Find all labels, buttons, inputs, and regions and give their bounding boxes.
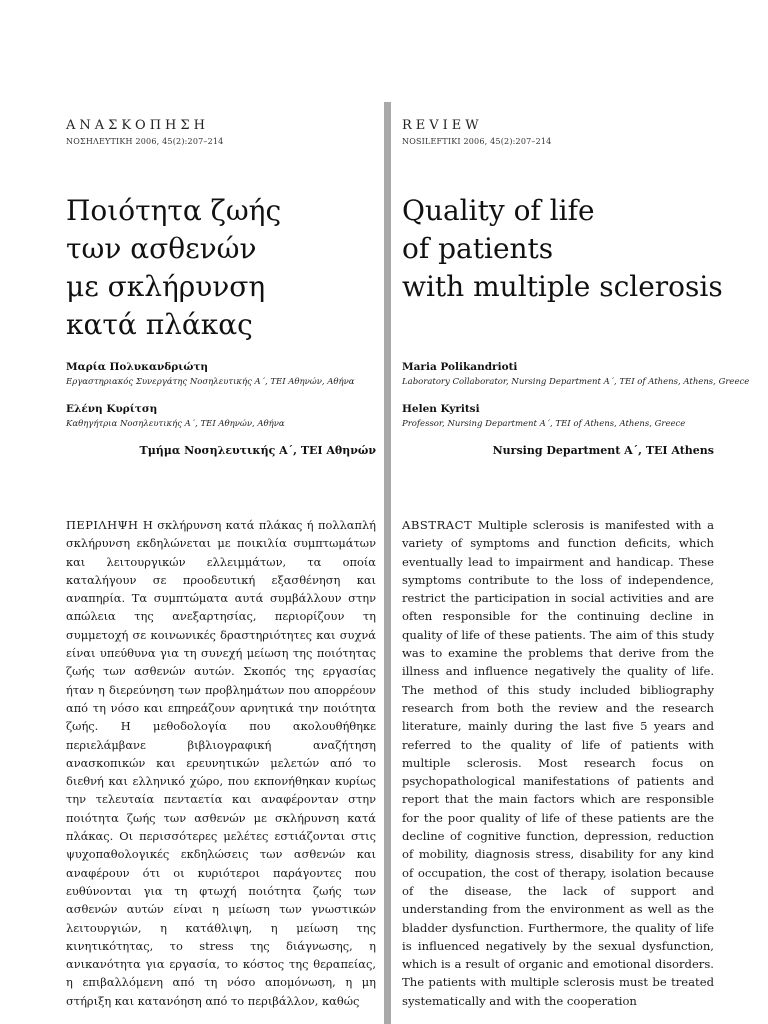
title-line: of patients [402, 232, 554, 265]
abstract-text: Multiple sclerosis is manifested with a variety of symptoms and function deficits, which eventually lead to impairment and handicap. These symptoms contribute to the loss of independence, restrict the participation in social activities and are often responsible for the continuing decline in quality of life of these patients. The aim of this study was to examine the problems that derive from the illness and influence negatively the quality of life. The method of this study included bibliography research from both the review and the research literature, mainly during the last five 5 years and referred to the quality of life of patients with multiple sclerosis. Most research focus on psychopathological manifestations of patients and report that the main factors which are responsible for the poor quality of life of these patients are the decline of cognitive function, depression, reduction of mobility, diagnosis stress, disability for any kind of occupation, the cost of therapy, isolation because of the disease, the lack of support and understanding from the environment as well as the bladder dysfunction. Furthermore, the quality of life is influenced negatively by the sexual dysfunction, which is a result of organic and emotional disorders. The patients with multiple sclerosis must be treated systematically and with the cooperation [402, 518, 714, 1008]
abstract [66, 516, 376, 1010]
section-label: ΑΝΑΣΚΟΠΗΣΗ [66, 118, 209, 133]
journal-citation: ΝΟΣΗΛΕΥΤΙΚΗ 2006, 45(2):207–214 [66, 137, 224, 146]
journal-citation: NOSILEFTIKI 2006, 45(2):207–214 [402, 137, 552, 146]
title-line: Quality of life [402, 194, 595, 227]
column-divider [384, 102, 391, 1024]
author-affiliation: Καθηγήτρια Νοσηλευτικής Α΄, ΤΕΙ Αθηνών, Αθήνα [66, 419, 285, 429]
department: Nursing Department A΄, TEI Athens [492, 444, 714, 457]
title-line: Ποιότητα ζωής [66, 194, 282, 227]
article-title [66, 192, 281, 344]
title-line: with multiple sclerosis [402, 270, 723, 303]
abstract-label: ΠΕΡΙΛΗΨΗ [66, 518, 139, 532]
author-affiliation: Professor, Nursing Department A΄, TEI of Athens, Athens, Greece [402, 419, 686, 429]
abstract [402, 516, 714, 1010]
author-name: Ελένη Κυρίτση [66, 403, 158, 415]
author-affiliation: Laboratory Collaborator, Nursing Department A΄, TEI of Athens, Athens, Greece [402, 377, 750, 387]
author-name: Μαρία Πολυκανδριώτη [66, 361, 209, 373]
english-column [402, 0, 750, 1024]
department: Τμήμα Νοσηλευτικής Α΄, ΤΕΙ Αθηνών [139, 444, 376, 457]
abstract-label: ABSTRACT [402, 518, 473, 532]
author-name: Helen Kyritsi [402, 403, 480, 415]
author-affiliation: Εργαστηριακός Συνεργάτης Νοσηλευτικής Α΄, ΤΕΙ Αθηνών, Αθήνα [66, 377, 355, 387]
author-name: Maria Polikandrioti [402, 361, 518, 373]
section-label: REVIEW [402, 118, 483, 133]
greek-column [66, 0, 376, 1024]
title-line: των ασθενών [66, 232, 257, 265]
abstract-text: Η σκλήρυνση κατά πλάκας ή πολλαπλή σκλήρυνση εκδηλώνεται με ποικιλία συμπτωμάτων και λειτουργικών ελλειμμάτων, τα οποία καταλήγουν σε προοδευτική εξασθένηση και αναπηρία. Τα συμπτώματα αυτά συμβάλλουν στην απώλεια της ανεξαρτησίας, περιορίζουν τη συμμετοχή σε κοινωνικές δραστηριότητες και συχνά είναι υπεύθυνα για τη συνεχή μείωση της ποιότητας ζωής των ασθενών αυτών. Σκοπός της εργασίας ήταν η διερεύνηση των προβλημάτων που απορρέουν από τη νόσο και επηρεάζουν αρνητικά την ποιότητα ζωής. Η μεθοδολογία που ακολουθήθηκε περιελάμβανε βιβλιογραφική αναζήτηση ανασκοπικών και ερευνητικών μελετών από το διεθνή και ελληνικό χώρο, που εκπονήθηκαν κυρίως την τελευταία πενταετία και αναφέρονταν στην ποιότητα ζωής των ασθενών με σκλήρυνση κατά πλάκας. Οι περισσότερες μελέτες εστιάζονται στις ψυχοπαθολογικές εκδηλώσεις των ασθενών και αναφέρουν ότι οι κυριότεροι παράγοντες που ευθύνονται για τη φτωχή ποιότητα ζωής των ασθενών αυτών είναι η μείωση των γνωστικών λειτουργιών, η κατάθλιψη, η μείωση της κινητικότητας, το stress της διάγνωσης, η ανικανότητα για εργασία, το κόστος της θεραπείας, η επιβαλλόμενη από τη νόσο απομόνωση, η μη στήριξη και κατανόηση από το περιβάλλον, καθώς [66, 518, 377, 1008]
title-line: κατά πλάκας [66, 308, 253, 341]
article-title [402, 192, 723, 306]
title-line: με σκλήρυνση [66, 270, 266, 303]
